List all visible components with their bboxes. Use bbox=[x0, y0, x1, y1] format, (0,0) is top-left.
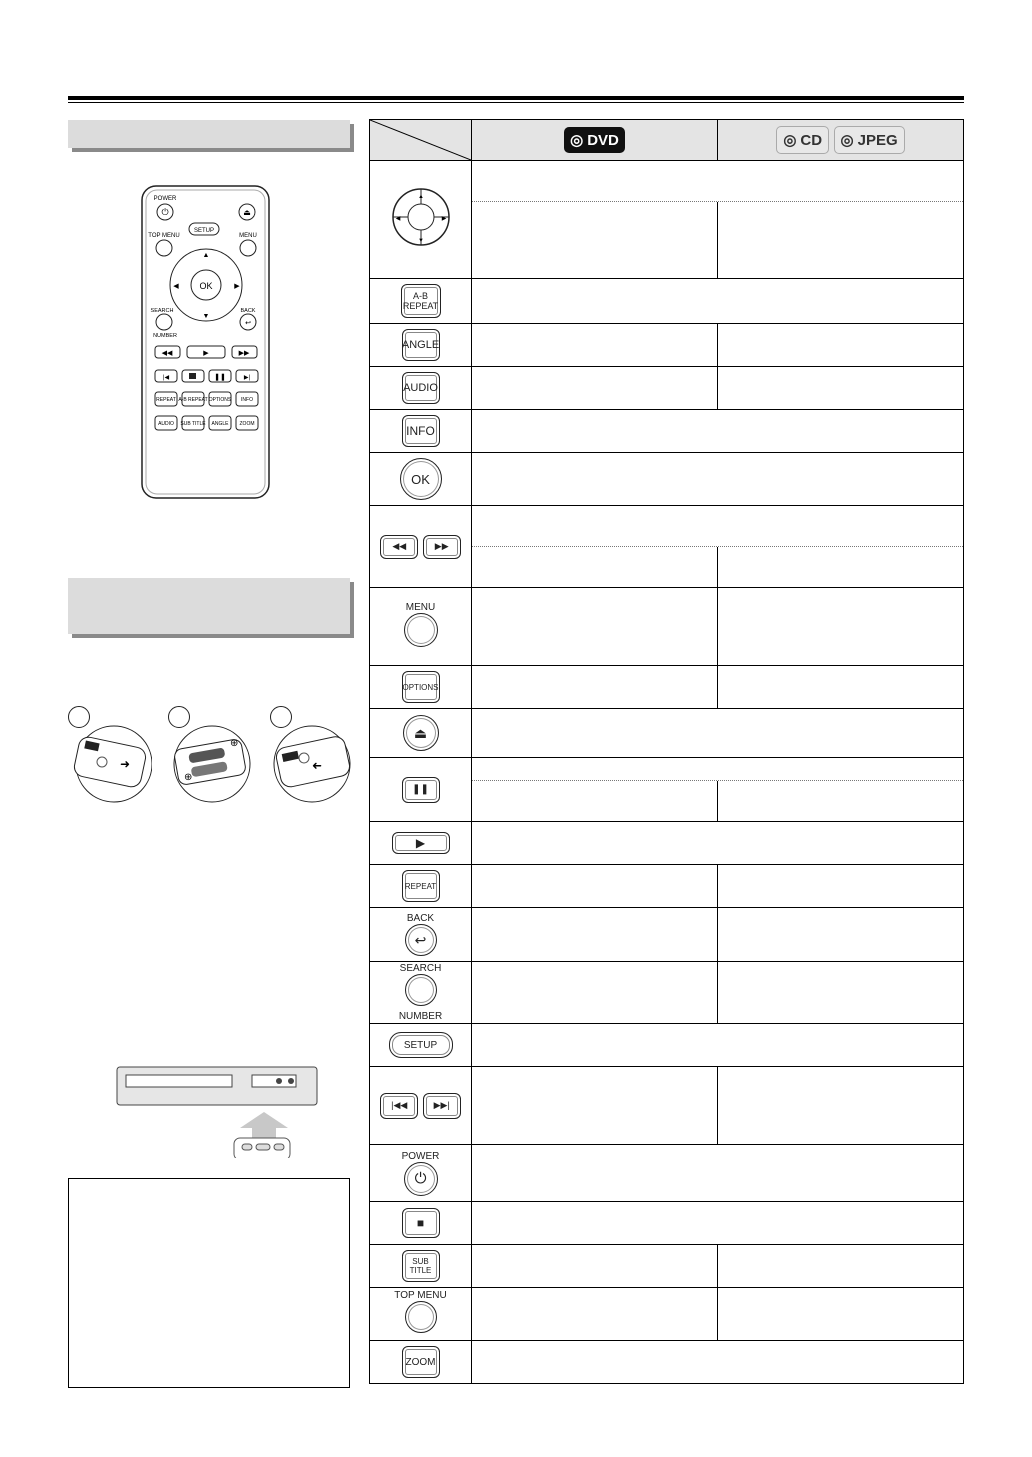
back-label: BACK bbox=[406, 913, 435, 924]
menu-desc-cd bbox=[718, 588, 964, 666]
menu-desc-dvd bbox=[472, 588, 718, 666]
svg-text:⏏: ⏏ bbox=[243, 208, 251, 217]
subtitle-desc-dvd bbox=[472, 1245, 718, 1288]
table-row bbox=[370, 1202, 964, 1245]
power-label: POWER bbox=[401, 1150, 440, 1162]
menu-label: MENU bbox=[405, 601, 436, 613]
svg-text:⏻: ⏻ bbox=[161, 207, 169, 217]
remote-ok-label: OK bbox=[199, 281, 213, 291]
table-row bbox=[370, 588, 964, 666]
table-row bbox=[370, 822, 964, 865]
remote-abrepeat-label: A-B REPEAT bbox=[178, 397, 208, 403]
power-cell bbox=[370, 1145, 472, 1202]
pause-icon: ❚❚ bbox=[402, 777, 440, 803]
search-desc-dvd bbox=[472, 962, 718, 1024]
top-menu-button bbox=[405, 1301, 437, 1333]
table-row bbox=[370, 279, 964, 324]
remote-setup-label: SETUP bbox=[193, 228, 215, 234]
table-row bbox=[370, 506, 964, 588]
table-row bbox=[370, 1341, 964, 1384]
svg-text:❚❚: ❚❚ bbox=[214, 374, 226, 381]
table-header-row bbox=[370, 120, 964, 161]
top-menu-desc-dvd bbox=[472, 1288, 718, 1341]
step-number-2 bbox=[168, 706, 190, 728]
back-cell bbox=[370, 908, 472, 962]
svg-text:⊕: ⊕ bbox=[184, 772, 193, 783]
disc-icon: ◎ bbox=[783, 132, 797, 149]
player-illustration bbox=[116, 1066, 318, 1158]
eject-desc bbox=[472, 709, 964, 758]
table-row bbox=[370, 1145, 964, 1202]
table-row bbox=[370, 962, 964, 1024]
play-icon: ▶ bbox=[392, 832, 450, 854]
section-heading-remote bbox=[68, 120, 350, 148]
svg-text:◀: ◀ bbox=[173, 283, 179, 290]
top-menu-label: TOP MENU bbox=[394, 1290, 447, 1301]
power-icon: ⏻ bbox=[404, 1162, 438, 1196]
table-row bbox=[370, 1288, 964, 1341]
options-desc-cd bbox=[718, 666, 964, 709]
step-number-1 bbox=[68, 706, 90, 728]
audio-button: AUDIO bbox=[402, 372, 440, 404]
info-cell bbox=[370, 410, 472, 453]
eject-icon: ⏏ bbox=[403, 715, 439, 751]
remote-options-label: OPTIONS bbox=[208, 397, 232, 403]
remote-repeat-label: REPEAT bbox=[156, 397, 176, 403]
remote-zoom-label: ZOOM bbox=[239, 421, 255, 427]
svg-text:▶: ▶ bbox=[203, 350, 209, 357]
skip-back-icon: |◀◀ bbox=[380, 1093, 418, 1119]
audio-cell bbox=[370, 367, 472, 410]
options-button: OPTIONS bbox=[402, 671, 440, 703]
back-icon: ↩ bbox=[405, 924, 437, 956]
remote-audio-label: AUDIO bbox=[158, 421, 174, 427]
svg-text:▶▶: ▶▶ bbox=[238, 350, 250, 357]
page-rule-thin bbox=[68, 102, 964, 103]
angle-cell bbox=[370, 324, 472, 367]
skip-forward-icon: ▶▶| bbox=[423, 1093, 461, 1119]
skip-desc-cd bbox=[718, 1067, 964, 1145]
audio-desc-cd bbox=[718, 367, 964, 410]
svg-text:➜: ➜ bbox=[120, 757, 131, 771]
repeat-cell bbox=[370, 865, 472, 908]
cursor-keys-cell bbox=[370, 161, 472, 279]
options-cell bbox=[370, 666, 472, 709]
number-label: NUMBER bbox=[398, 1011, 443, 1022]
remote-back-label: BACK bbox=[240, 308, 256, 314]
svg-text:↩: ↩ bbox=[245, 320, 251, 327]
skip-desc-dvd bbox=[472, 1067, 718, 1145]
stop-desc bbox=[472, 1202, 964, 1245]
svg-text:▲: ▲ bbox=[202, 252, 210, 259]
header-dvd-cell bbox=[472, 120, 718, 161]
power-desc bbox=[472, 1145, 964, 1202]
table-row bbox=[370, 161, 964, 279]
svg-text:➜: ➜ bbox=[311, 759, 322, 773]
repeat-desc-cd bbox=[718, 865, 964, 908]
ok-desc bbox=[472, 453, 964, 506]
search-button bbox=[405, 974, 437, 1006]
remote-search-label: SEARCH bbox=[150, 308, 174, 314]
audio-desc-dvd bbox=[472, 367, 718, 410]
button-function-table bbox=[369, 119, 964, 1384]
top-menu-desc-cd bbox=[718, 1288, 964, 1341]
menu-button bbox=[404, 613, 438, 647]
setup-desc bbox=[472, 1024, 964, 1067]
page-rule bbox=[68, 96, 964, 100]
angle-desc-cd bbox=[718, 324, 964, 367]
remote-control-illustration bbox=[140, 184, 271, 500]
setup-cell bbox=[370, 1024, 472, 1067]
remote-topmenu-label: TOP MENU bbox=[148, 233, 180, 239]
table-row bbox=[370, 1245, 964, 1288]
pause-desc bbox=[472, 758, 964, 822]
table-row bbox=[370, 709, 964, 758]
jpeg-logo: ◎ JPEG bbox=[834, 126, 905, 154]
header-cd-jpeg-cell bbox=[718, 120, 964, 161]
ab-repeat-desc bbox=[472, 279, 964, 324]
cd-logo: ◎ CD bbox=[776, 126, 829, 154]
svg-text:▶: ▶ bbox=[441, 216, 446, 222]
svg-text:|◀: |◀ bbox=[162, 375, 170, 381]
table-row bbox=[370, 1024, 964, 1067]
setup-button: SETUP bbox=[389, 1032, 453, 1058]
table-row bbox=[370, 367, 964, 410]
play-desc bbox=[472, 822, 964, 865]
search-label: SEARCH bbox=[399, 963, 442, 974]
eject-cell bbox=[370, 709, 472, 758]
table-row bbox=[370, 453, 964, 506]
header-corner-cell bbox=[370, 120, 472, 161]
subtitle-cell bbox=[370, 1245, 472, 1288]
menu-cell bbox=[370, 588, 472, 666]
skip-search-cell bbox=[370, 506, 472, 588]
remote-power-label: POWER bbox=[153, 196, 177, 202]
ok-cell bbox=[370, 453, 472, 506]
table-row bbox=[370, 1067, 964, 1145]
options-desc-dvd bbox=[472, 666, 718, 709]
step-number-3 bbox=[270, 706, 292, 728]
angle-desc-dvd bbox=[472, 324, 718, 367]
subtitle-button: SUB TITLE bbox=[402, 1250, 440, 1282]
back-desc-dvd bbox=[472, 908, 718, 962]
search-number-cell bbox=[370, 962, 472, 1024]
table-row bbox=[370, 324, 964, 367]
cursor-keys-icon bbox=[391, 187, 451, 247]
skip-search-desc bbox=[472, 506, 964, 588]
zoom-button: ZOOM bbox=[402, 1346, 440, 1378]
zoom-desc bbox=[472, 1341, 964, 1384]
svg-text:▶|: ▶| bbox=[243, 375, 251, 381]
rewind-icon: ◀◀ bbox=[380, 535, 418, 559]
zoom-cell bbox=[370, 1341, 472, 1384]
svg-text:▼: ▼ bbox=[417, 238, 424, 244]
back-desc-cd bbox=[718, 908, 964, 962]
ok-button: OK bbox=[400, 458, 442, 500]
section-heading-batteries bbox=[68, 578, 350, 634]
table-row bbox=[370, 410, 964, 453]
svg-text:▲: ▲ bbox=[417, 194, 424, 200]
ab-repeat-button: A-B REPEAT bbox=[401, 284, 441, 318]
fast-forward-icon: ▶▶ bbox=[423, 535, 461, 559]
table-row bbox=[370, 666, 964, 709]
angle-button: ANGLE bbox=[402, 329, 440, 361]
svg-text:◀: ◀ bbox=[395, 216, 400, 222]
top-menu-cell bbox=[370, 1288, 472, 1341]
info-button: INFO bbox=[402, 415, 440, 447]
repeat-button: REPEAT bbox=[402, 870, 440, 902]
svg-text:▼: ▼ bbox=[202, 313, 210, 320]
table-row bbox=[370, 908, 964, 962]
stop-icon: ■ bbox=[402, 1208, 440, 1238]
remote-info-label: INFO bbox=[241, 397, 253, 403]
remote-number-label: NUMBER bbox=[153, 333, 177, 339]
ab-repeat-cell bbox=[370, 279, 472, 324]
disc-icon: ◎ bbox=[840, 132, 854, 149]
subtitle-desc-cd bbox=[718, 1245, 964, 1288]
pause-cell bbox=[370, 758, 472, 822]
remote-subtitle-label: SUB TITLE bbox=[180, 421, 206, 427]
search-desc-cd bbox=[718, 962, 964, 1024]
play-cell bbox=[370, 822, 472, 865]
note-box bbox=[68, 1178, 350, 1388]
stop-cell bbox=[370, 1202, 472, 1245]
disc-icon: ◎ bbox=[570, 132, 584, 149]
svg-text:⊕: ⊕ bbox=[230, 738, 239, 749]
cursor-keys-desc bbox=[472, 161, 964, 279]
svg-text:▶: ▶ bbox=[234, 283, 240, 290]
skip-cell bbox=[370, 1067, 472, 1145]
table-row bbox=[370, 865, 964, 908]
repeat-desc-dvd bbox=[472, 865, 718, 908]
table-row bbox=[370, 758, 964, 822]
svg-text:◀◀: ◀◀ bbox=[161, 350, 173, 357]
dvd-logo: ◎ DVD bbox=[564, 127, 625, 153]
remote-angle-label: ANGLE bbox=[211, 421, 229, 427]
info-desc bbox=[472, 410, 964, 453]
remote-menu-label: MENU bbox=[239, 233, 257, 239]
